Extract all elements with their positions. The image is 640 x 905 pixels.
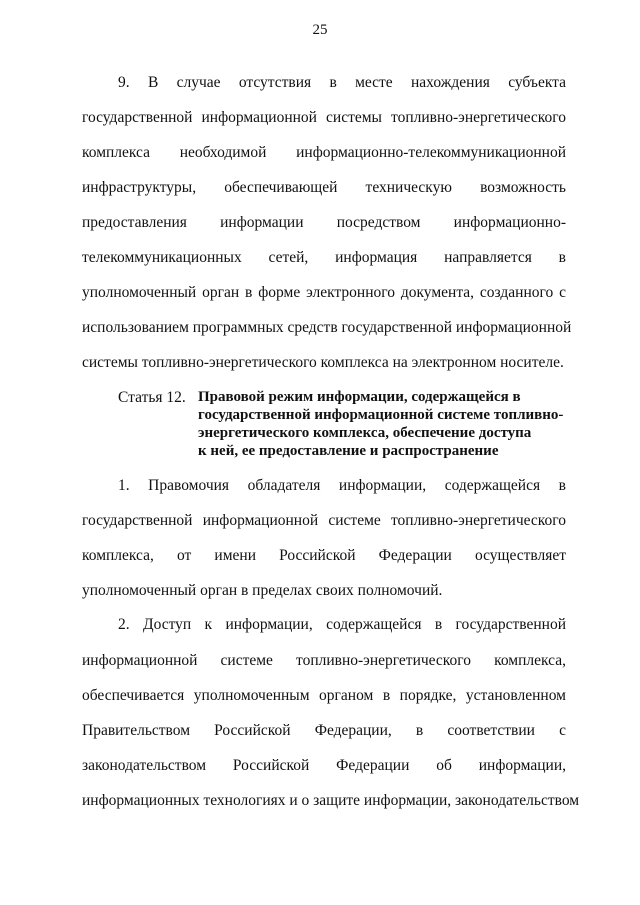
para2-line: информационной системе топливно-энергетического комплекса, [82, 652, 566, 669]
para9-line: инфраструктуры, обеспечивающей техническую возможность [82, 179, 566, 196]
para9-line: комплекса необходимой информационно-телекоммуникационной [82, 144, 566, 161]
para1-line: уполномоченный орган в пределах своих полномочий. [82, 582, 443, 599]
para9-line: государственной информационной системы топливно-энергетического [82, 109, 566, 126]
article-label: Статья 12. [118, 389, 186, 406]
para9-line: предоставления информации посредством информационно- [82, 214, 566, 231]
para9-line: уполномоченный орган в форме электронного документа, созданного с [82, 284, 566, 301]
para1-line: государственной информационной системе топливно-энергетического [82, 512, 566, 529]
para1-line: 1. Правомочия обладателя информации, содержащейся в [118, 477, 566, 494]
para9-line: системы топливно-энергетического комплекса на электронном носителе. [82, 354, 564, 371]
para2-line: Правительством Российской Федерации, в соответствии с [82, 722, 566, 739]
article-title-line: Правовой режим информации, содержащейся в [198, 389, 521, 405]
article-title-line: энергетического комплекса, обеспечение доступа [198, 425, 532, 441]
para9-line: использованием программных средств государственной информационной [82, 319, 572, 336]
para9-line: 9. В случае отсутствия в месте нахождения субъекта [118, 74, 566, 91]
article-title [198, 388, 578, 460]
para2-line: законодательством Российской Федерации об информации, [82, 757, 566, 774]
para9-line: телекоммуникационных сетей, информация направляется в [82, 249, 566, 266]
article-title-line: к ней, ее предоставление и распространение [198, 443, 499, 459]
para1-line: комплекса, от имени Российской Федерации осуществляет [82, 547, 566, 564]
para2-line: обеспечивается уполномоченным органом в порядке, установленном [82, 687, 566, 704]
page-number: 25 [312, 22, 328, 38]
para2-line: 2. Доступ к информации, содержащейся в государственной [118, 616, 566, 633]
article-title-line: государственной информационной системе топливно- [198, 407, 564, 423]
para2-line: информационных технологиях и о защите информации, законодательством [82, 792, 580, 809]
